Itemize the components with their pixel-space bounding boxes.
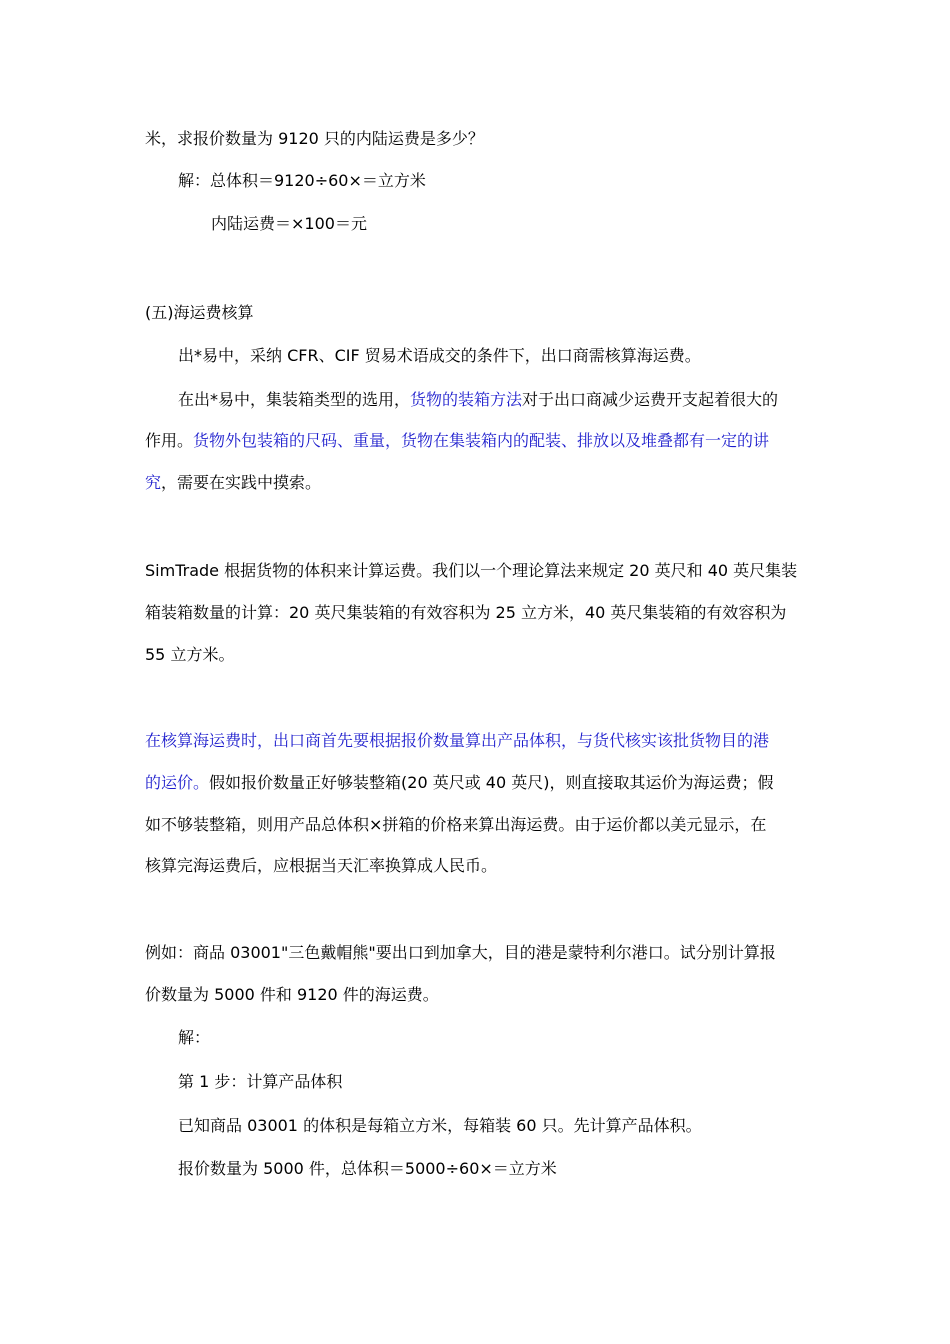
calculation-line: 报价数量为 5000 件，总体积＝5000÷60×＝立方米 [178, 1159, 557, 1178]
paragraph-line: 箱装箱数量的计算：20 英尺集装箱的有效容积为 25 立方米，40 英尺集装箱的有效容积为 [145, 603, 787, 622]
text-span: 在出*易中，集装箱类型的选用， [178, 390, 411, 409]
text-span: 假如报价数量正好够装整箱(20 英尺或 40 英尺)，则直接取其运价为海运费；假 [209, 773, 774, 792]
paragraph-line: 价数量为 5000 件和 9120 件的海运费。 [145, 985, 439, 1004]
text-line: 米，求报价数量为 9120 只的内陆运费是多少？ [145, 129, 484, 148]
highlight-span: 货物的装箱方法 [410, 390, 523, 409]
highlight-span: 的运价。 [145, 773, 210, 792]
highlight-span: 究 [145, 473, 162, 492]
paragraph-line [145, 773, 773, 793]
paragraph-line: 核算完海运费后，应根据当天汇率换算成人民币。 [145, 856, 498, 875]
text-span: ，需要在实践中摸索。 [161, 473, 322, 492]
calculation-line: 内陆运费＝×100＝元 [211, 214, 367, 233]
paragraph-line [145, 473, 321, 493]
highlight-line: 在核算海运费时，出口商首先要根据报价数量算出产品体积，与货代核实该批货物目的港 [145, 731, 770, 750]
paragraph-line: 如不够装整箱，则用产品总体积×拼箱的价格来算出海运费。由于运价都以美元显示，在 [145, 815, 767, 834]
paragraph-line [145, 431, 769, 451]
section-heading: (五)海运费核算 [145, 303, 254, 322]
highlight-span: 货物外包装箱的尺码、重量，货物在集装箱内的配装、排放以及堆叠都有一定的讲 [193, 431, 770, 450]
solution-label: 解： [178, 1028, 211, 1047]
text-span: 对于出口商减少运费开支起着很大的 [522, 390, 779, 409]
text-span: 作用。 [145, 431, 194, 450]
step-heading: 第 1 步：计算产品体积 [178, 1072, 343, 1091]
paragraph-line: 已知商品 03001 的体积是每箱立方米，每箱装 60 只。先计算产品体积。 [178, 1116, 702, 1135]
paragraph-line [178, 390, 778, 410]
paragraph-line: 出*易中，采纳 CFR、CIF 贸易术语成交的条件下，出口商需核算海运费。 [178, 346, 701, 365]
paragraph-line: 55 立方米。 [145, 645, 235, 664]
paragraph-line: 例如：商品 03001"三色戴帽熊"要出口到加拿大，目的港是蒙特利尔港口。试分别计算报 [145, 943, 776, 962]
paragraph-line: SimTrade 根据货物的体积来计算运费。我们以一个理论算法来规定 20 英尺和 40 英尺集装 [145, 561, 798, 580]
solution-line: 解：总体积＝9120÷60×＝立方米 [178, 171, 426, 190]
